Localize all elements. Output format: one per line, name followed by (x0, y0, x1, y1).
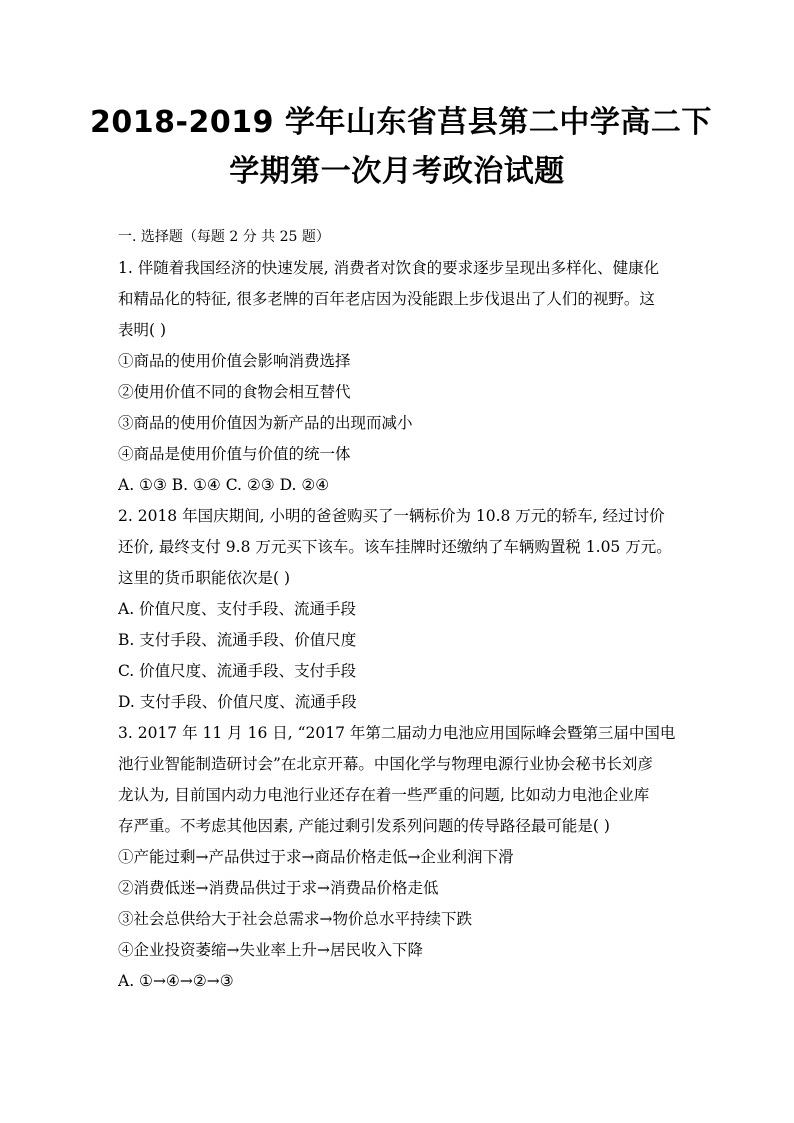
question-2 (118, 501, 680, 718)
question-stem-line: 还价, 最终支付 9.8 万元买下该车。该车挂牌时还缴纳了车辆购置税 1.05 万元。 (118, 538, 672, 556)
statement-item: ①商品的使用价值会影响消费选择 (118, 352, 351, 370)
question-stem-line: 表明( ) (118, 321, 167, 339)
answer-option-d: D. 支付手段、价值尺度、流通手段 (118, 693, 357, 711)
statement-item: ②消费低迷→消费品供过于求→消费品价格走低 (118, 879, 439, 897)
statement-item: ④企业投资萎缩→失业率上升→居民收入下降 (118, 941, 423, 959)
statement-item: ③社会总供给大于社会总需求→物价总水平持续下跌 (118, 910, 472, 928)
answer-option-a: A. 价值尺度、支付手段、流通手段 (118, 600, 357, 618)
question-stem-line: 和精品化的特征, 很多老牌的百年老店因为没能跟上步伐退出了人们的视野。这 (118, 290, 655, 308)
question-stem-line: 3. 2017 年 11 月 16 日, “2017 年第二届动力电池应用国际峰会暨第三届中国电 (118, 724, 676, 742)
question-stem-line: 存严重。不考虑其他因素, 产能过剩引发系列问题的传导路径最可能是( ) (118, 817, 610, 835)
answer-option-a: A. ①→④→②→③ (118, 972, 234, 990)
question-stem-line: 1. 伴随着我国经济的快速发展, 消费者对饮食的要求逐步呈现出多样化、健康化 (118, 259, 660, 277)
page-title (90, 98, 712, 196)
answer-options: A. ①③ B. ①④ C. ②③ D. ②④ (118, 476, 330, 494)
question-stem-line: 龙认为, 目前国内动力电池行业还存在着一些严重的问题, 比如动力电池企业库 (118, 786, 650, 804)
question-3 (118, 718, 680, 997)
title-line-2: 学期第一次月考政治试题 (229, 154, 565, 189)
title-line-1: 2018-2019 学年山东省莒县第二中学高二下 (90, 105, 712, 140)
statement-item: ③商品的使用价值因为新产品的出现而减小 (118, 414, 413, 432)
statement-item: ④商品是使用价值与价值的统一体 (118, 445, 351, 463)
question-stem-line: 2. 2018 年国庆期间, 小明的爸爸购买了一辆标价为 10.8 万元的轿车, 经过讨价 (118, 507, 665, 525)
question-stem-line: 这里的货币职能依次是( ) (118, 569, 291, 587)
exam-content (118, 222, 680, 997)
statement-item: ①产能过剩→产品供过于求→商品价格走低→企业利润下滑 (118, 848, 514, 866)
question-stem-line: 池行业智能制造研讨会”在北京开幕。中国化学与物理电源行业协会秘书长刘彦 (118, 755, 653, 773)
section-heading: 一. 选择题（每题 2 分 共 25 题） (118, 229, 330, 245)
statement-item: ②使用价值不同的食物会相互替代 (118, 383, 351, 401)
question-1 (118, 253, 680, 501)
answer-option-c: C. 价值尺度、流通手段、支付手段 (118, 662, 357, 680)
answer-option-b: B. 支付手段、流通手段、价值尺度 (118, 631, 357, 649)
